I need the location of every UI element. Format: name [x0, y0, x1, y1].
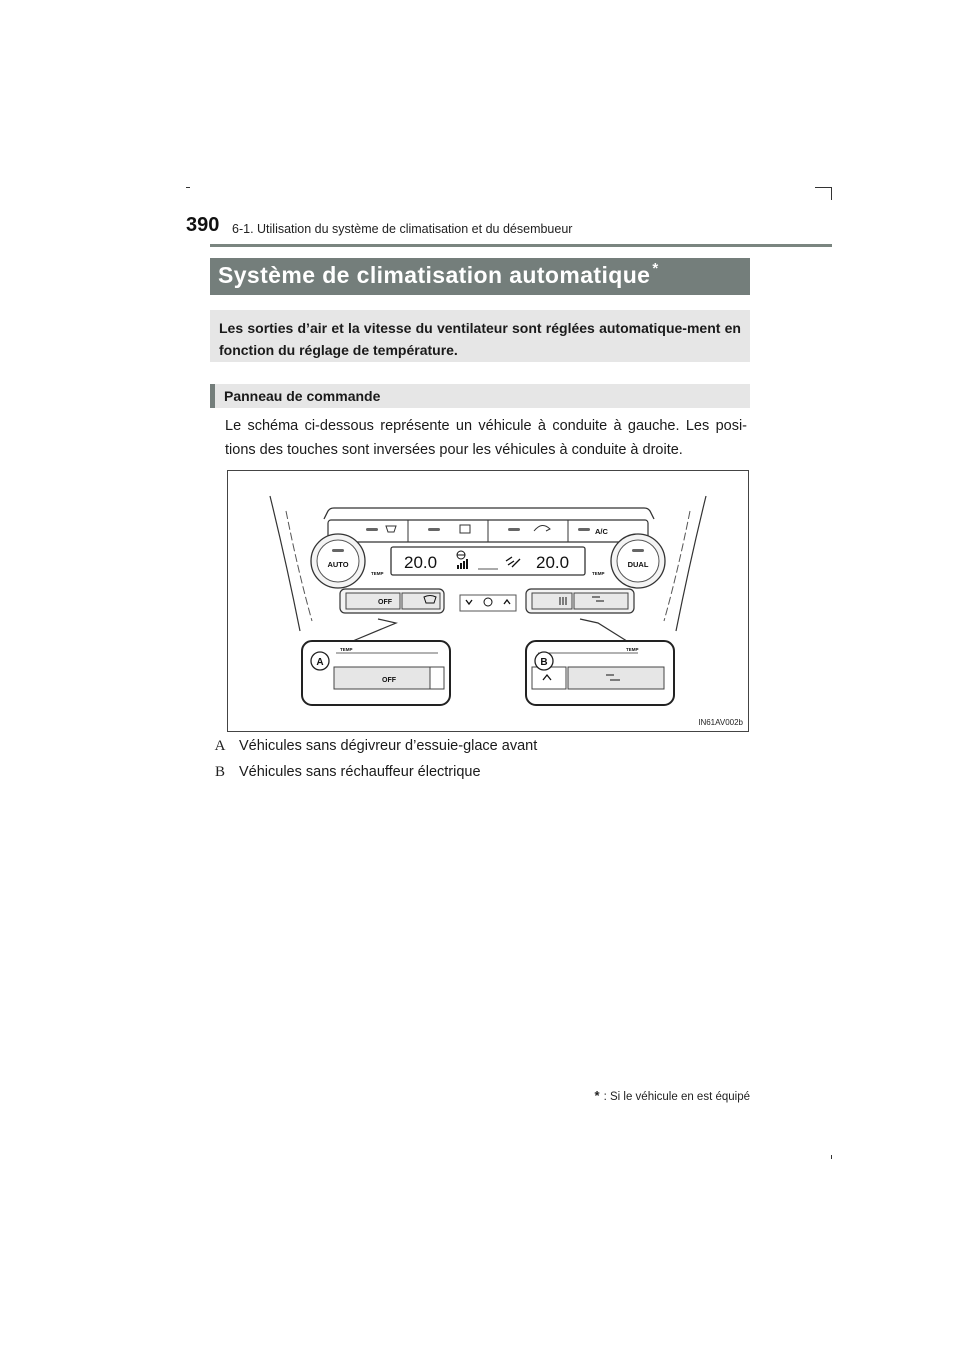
- legend-letter-a: A: [214, 738, 226, 754]
- dash-line-right: [676, 496, 706, 631]
- indicator-light: [632, 549, 644, 552]
- crop-mark: [186, 187, 190, 188]
- page-number: 390: [186, 214, 220, 236]
- intro-box: [210, 310, 750, 362]
- indicator-light: [578, 528, 590, 531]
- ac-button-label: A/C: [595, 527, 608, 536]
- callout-letter-a: A: [316, 657, 324, 668]
- top-strip-outline: [324, 508, 654, 519]
- footnote-marker: *: [594, 1088, 600, 1103]
- temp-right-display: 20.0: [536, 553, 570, 572]
- indicator-light: [366, 528, 378, 531]
- auto-button-label: AUTO: [327, 560, 349, 569]
- legend-item-b: [213, 764, 481, 780]
- section-heading: 6-1. Utilisation du système de climatisation et du désembueur: [232, 222, 573, 236]
- dash-line-right-inner: [664, 511, 690, 621]
- footnote-marker: *: [652, 260, 659, 277]
- page-title: [218, 262, 659, 289]
- temp-label-right: TEMP: [592, 571, 605, 576]
- dash-line-left: [270, 496, 300, 631]
- callout-a-temp-label: TEMP: [340, 647, 353, 652]
- legend-text-a: Véhicules sans dégivreur d’essuie-glace avant: [239, 738, 538, 754]
- title-banner: [210, 258, 750, 295]
- intro-text: Les sorties d’air et la vitesse du ventilateur sont réglées automatique-ment en fonction du réglage de température.: [219, 320, 741, 358]
- indicator-light: [332, 549, 344, 552]
- footnote-text: : Si le véhicule en est équipé: [603, 1091, 750, 1103]
- legend-text-b: Véhicules sans réchauffeur électrique: [239, 764, 481, 780]
- dual-button-label: DUAL: [627, 560, 649, 569]
- crop-mark: [815, 187, 832, 188]
- legend-item-a: [213, 738, 537, 754]
- temp-left-display: 20.0: [404, 553, 438, 572]
- subsection-title: Panneau de commande: [224, 388, 381, 404]
- indicator-light: [428, 528, 440, 531]
- legend-letter-b: B: [214, 764, 225, 780]
- callout-a-side: [430, 667, 444, 689]
- header-rule: [210, 244, 832, 247]
- footnote: [595, 1088, 750, 1103]
- callout-pointer-b: [580, 619, 630, 643]
- off-button-label: OFF: [378, 599, 392, 606]
- callout-b-air-button: [568, 667, 664, 689]
- figure-code: IN61AV002b: [698, 718, 743, 727]
- callout-a-off-label: OFF: [382, 677, 396, 684]
- crop-mark: [831, 1155, 832, 1159]
- control-panel-diagram: [228, 471, 748, 731]
- crop-mark: [831, 187, 832, 200]
- callout-b-temp-label: TEMP: [626, 647, 639, 652]
- control-panel-figure: [227, 470, 749, 732]
- page-title-text: Système de climatisation automatique: [218, 262, 651, 288]
- temp-label-left: TEMP: [371, 571, 384, 576]
- dash-line-left-inner: [286, 511, 312, 621]
- indicator-light: [508, 528, 520, 531]
- callout-pointer-a: [348, 619, 396, 643]
- subsection-banner: [210, 384, 750, 408]
- callout-letter-b: B: [540, 657, 548, 668]
- subsection-description: Le schéma ci-dessous représente un véhicule à conduite à gauche. Les posi-tions des touches sont inversées pour les véhicules à conduite à droite.: [225, 418, 747, 458]
